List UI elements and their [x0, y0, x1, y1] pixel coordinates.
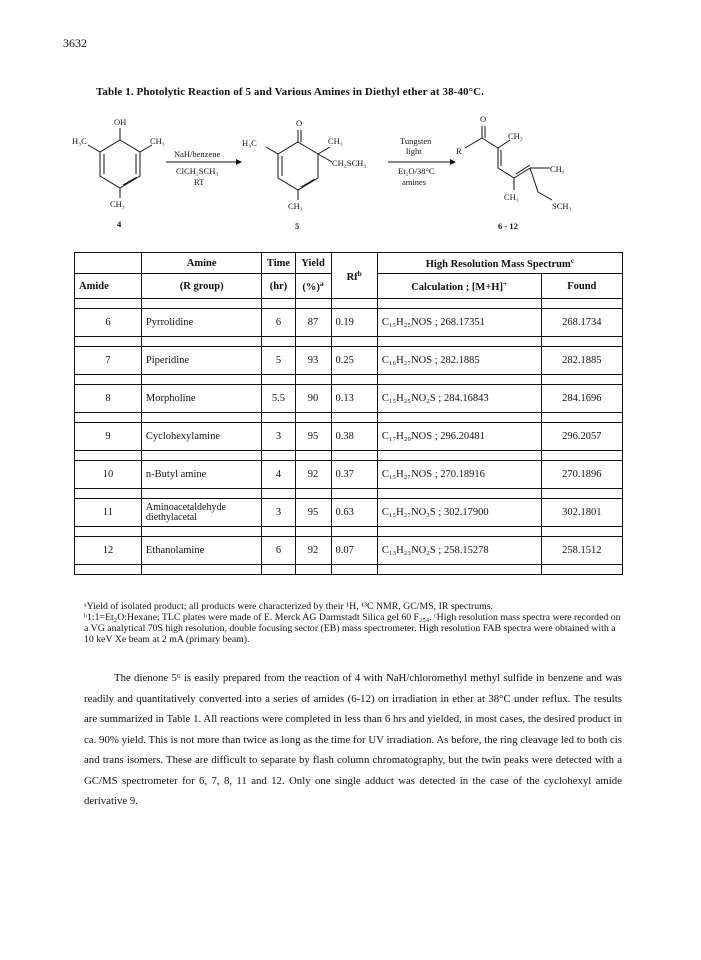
- c4-oh: OH: [114, 117, 127, 127]
- cell-amide: 12: [75, 537, 142, 565]
- cell-rf: 0.07: [331, 537, 377, 565]
- table-spacer: [75, 451, 623, 461]
- cell-amine: Pyrrolidine: [141, 309, 261, 337]
- header-r-group: (R group): [141, 274, 261, 299]
- c5-bottom-me: CH₃: [288, 201, 303, 211]
- cell-calc-value: 302.17900: [443, 507, 489, 518]
- arrow1-reagent2: ClCH₂SCH₃: [176, 166, 219, 176]
- cell-calculation: C₁₇H₂₉NOS ; 296.20481: [377, 423, 541, 451]
- cell-time: 5: [262, 347, 295, 375]
- cell-yield: 95: [295, 499, 331, 527]
- page-number: 3632: [63, 36, 87, 50]
- cell-found: 296.2057: [541, 423, 622, 451]
- header-yield-unit: (%)$^a$: [295, 274, 331, 299]
- cell-calculation: C₁₅H₂₅NOS ; 268.17351: [377, 309, 541, 337]
- cell-time: 6: [262, 309, 295, 337]
- cell-yield: 95: [295, 423, 331, 451]
- cell-calc-value: 270.18916: [440, 469, 485, 480]
- cell-amine: Ethanolamine: [141, 537, 261, 565]
- cell-calculation: C₁₅H₂₇NOS ; 270.18916: [377, 461, 541, 489]
- header-rf: Rf$^b$: [331, 253, 377, 299]
- cell-rf: 0.37: [331, 461, 377, 489]
- table-title: Table 1. Photolytic Reaction of 5 and Various Amines in Diethyl ether at 38-40°C.: [96, 86, 485, 98]
- cell-formula: C₁₅H₂₇NOS: [381, 469, 433, 480]
- cell-calc-value: 268.17351: [440, 317, 485, 328]
- table-spacer: [75, 413, 623, 423]
- cell-amine: Cyclohexylamine: [141, 423, 261, 451]
- ring-4: [100, 140, 140, 188]
- cell-amine: Piperidine: [141, 347, 261, 375]
- product-me3: CH₃: [504, 192, 519, 202]
- cell-calculation: C₁₅H₂₅NO₂S ; 284.16843: [377, 385, 541, 413]
- cell-rf: 0.19: [331, 309, 377, 337]
- cell-yield: 92: [295, 461, 331, 489]
- cell-found: 268.1734: [541, 309, 622, 337]
- table-row: [75, 385, 623, 413]
- paragraph-text: The dienone 5⁶ is easily prepared from the reaction of 4 with NaH/chloromethyl methyl sulfide in benzene and was readily and quantitatively converted into a series of amides (6-12) on irradiation in ether at 38°C under reflux. The results are summarized in Table 1. All reactions were completed in less than 6 hrs and yielded, in most cases, the desired product in ca. 90% yield. This is not more than twice as long as the time for UV irradiation. As before, the ring cleavage led to both cis and trans isomers. These are difficult to separate by flash column chromatography, but the twin peaks were detected with a GC/MS spectrometer for 6, 7, 8, 11 and 12. Only one single adduct was detected in the case of the cyclohexyl amide derivative 9.: [84, 672, 622, 807]
- header-time-unit: (hr): [262, 274, 295, 299]
- results-table: [74, 252, 623, 575]
- cell-calculation: C₁₅H₂₇NO₃S ; 302.17900: [377, 499, 541, 527]
- cell-time: 6: [262, 537, 295, 565]
- cell-amide: 6: [75, 309, 142, 337]
- cell-calc-value: 296.20481: [440, 431, 485, 442]
- table-spacer: [75, 527, 623, 537]
- cell-calc-value: 258.15278: [443, 545, 489, 556]
- product-me1: CH₃: [508, 131, 523, 141]
- table-row: [75, 461, 623, 489]
- ring-5: [278, 142, 318, 190]
- cell-rf: 0.25: [331, 347, 377, 375]
- table-spacer: [75, 489, 623, 499]
- cell-rf: 0.63: [331, 499, 377, 527]
- cell-amide: 11: [75, 499, 142, 527]
- arrow1-condition: RT: [194, 177, 205, 187]
- c4-bottom-me: CH₃: [110, 199, 125, 209]
- cell-yield: 92: [295, 537, 331, 565]
- product-me2: CH₃: [550, 164, 565, 174]
- cell-yield: 90: [295, 385, 331, 413]
- cell-calculation: C₁₆H₂₇NOS ; 282.1885: [377, 347, 541, 375]
- c4-left-me: H₃C: [72, 136, 87, 146]
- table-row: [75, 347, 623, 375]
- header-amide-top: [75, 253, 142, 274]
- cell-amide: 9: [75, 423, 142, 451]
- arrow2-solvent: Et₂O/38°C: [398, 166, 435, 176]
- c5-right-me: CH₃: [328, 136, 343, 146]
- product-o: O: [480, 114, 487, 124]
- c5-label: 5: [295, 221, 300, 231]
- header-amide: Amide: [75, 274, 142, 299]
- cell-amide: 10: [75, 461, 142, 489]
- cell-formula: C₁₃H₂₃NO₂S: [381, 545, 436, 556]
- c5-subst: CH₂SCH₃: [332, 158, 367, 168]
- cell-time: 5.5: [262, 385, 295, 413]
- table-header-row-1: [75, 253, 623, 274]
- arrow2-light: Tungsten: [400, 136, 432, 146]
- table-spacer: [75, 299, 623, 309]
- footnote-b: ᵇ1:1=Et₂O:Hexane; TLC plates were made of E. Merck AG Darmstadt Silica gel 60 F₂₅₄. ᶜHigh resolution mass spectra were recorded on a VG analytical 70S high resolution, double focusing sector (EB) mass spectrometer. High resolution FAB spectra were obtained with a 10 keV Xe beam at 2 mA (primary beam).: [84, 612, 621, 645]
- cell-calc-value: 282.1885: [440, 355, 480, 366]
- cell-found: 302.1801: [541, 499, 622, 527]
- cell-amide: 8: [75, 385, 142, 413]
- table-spacer: [75, 337, 623, 347]
- cell-amine: Aminoacetaldehyde diethylacetal: [141, 499, 261, 527]
- product-r: R: [456, 146, 462, 156]
- cell-formula: C₁₅H₂₅NOS: [381, 317, 433, 328]
- cell-found: 258.1512: [541, 537, 622, 565]
- reaction-scheme: [70, 110, 630, 240]
- arrow2-light2: light: [406, 146, 422, 156]
- arrow1-reagent: NaH/benzene: [174, 149, 221, 159]
- cell-yield: 93: [295, 347, 331, 375]
- cell-amine: n-Butyl amine: [141, 461, 261, 489]
- cell-found: 282.1885: [541, 347, 622, 375]
- cell-formula: C₁₆H₂₇NOS: [381, 355, 433, 366]
- arrow2-amines: amines: [402, 177, 427, 187]
- header-hrms: High Resolution Mass Spectrum$^c$: [377, 253, 622, 274]
- footnote-a: ᵃYield of isolated product; all products were characterized by their ¹H, ¹³C NMR, GC/MS, IR spectrums.: [84, 601, 493, 612]
- cell-formula: C₁₅H₂₅NO₂S: [381, 393, 436, 404]
- header-time: Time: [262, 253, 295, 274]
- table-row: [75, 309, 623, 337]
- cell-amide: 7: [75, 347, 142, 375]
- cell-rf: 0.13: [331, 385, 377, 413]
- table-spacer: [75, 375, 623, 385]
- cell-found: 284.1696: [541, 385, 622, 413]
- header-found: Found: [541, 274, 622, 299]
- header-amine: Amine: [141, 253, 261, 274]
- cell-time: 4: [262, 461, 295, 489]
- c5-o: O: [296, 118, 303, 128]
- table-row: [75, 537, 623, 565]
- table-footnotes: [84, 601, 624, 645]
- cell-formula: C₁₇H₂₉NOS: [381, 431, 433, 442]
- product-sme: SCH₃: [552, 201, 572, 211]
- table-spacer: [75, 565, 623, 575]
- cell-calc-value: 284.16843: [443, 393, 489, 404]
- cell-time: 3: [262, 423, 295, 451]
- body-paragraph: [84, 668, 622, 812]
- product-label: 6 - 12: [498, 221, 518, 231]
- cell-yield: 87: [295, 309, 331, 337]
- header-yield: Yield: [295, 253, 331, 274]
- cell-amine: Morpholine: [141, 385, 261, 413]
- table-row: [75, 423, 623, 451]
- cell-found: 270.1896: [541, 461, 622, 489]
- cell-calculation: C₁₃H₂₃NO₂S ; 258.15278: [377, 537, 541, 565]
- cell-time: 3: [262, 499, 295, 527]
- cell-rf: 0.38: [331, 423, 377, 451]
- table-body: [75, 299, 623, 575]
- c5-left-me: H₃C: [242, 138, 257, 148]
- c4-right-me: CH₃: [150, 136, 165, 146]
- cell-formula: C₁₅H₂₇NO₃S: [381, 507, 436, 518]
- c4-label: 4: [117, 219, 122, 229]
- table-row: [75, 499, 623, 527]
- header-calc: Calculation ; [M+H]+: [377, 274, 541, 299]
